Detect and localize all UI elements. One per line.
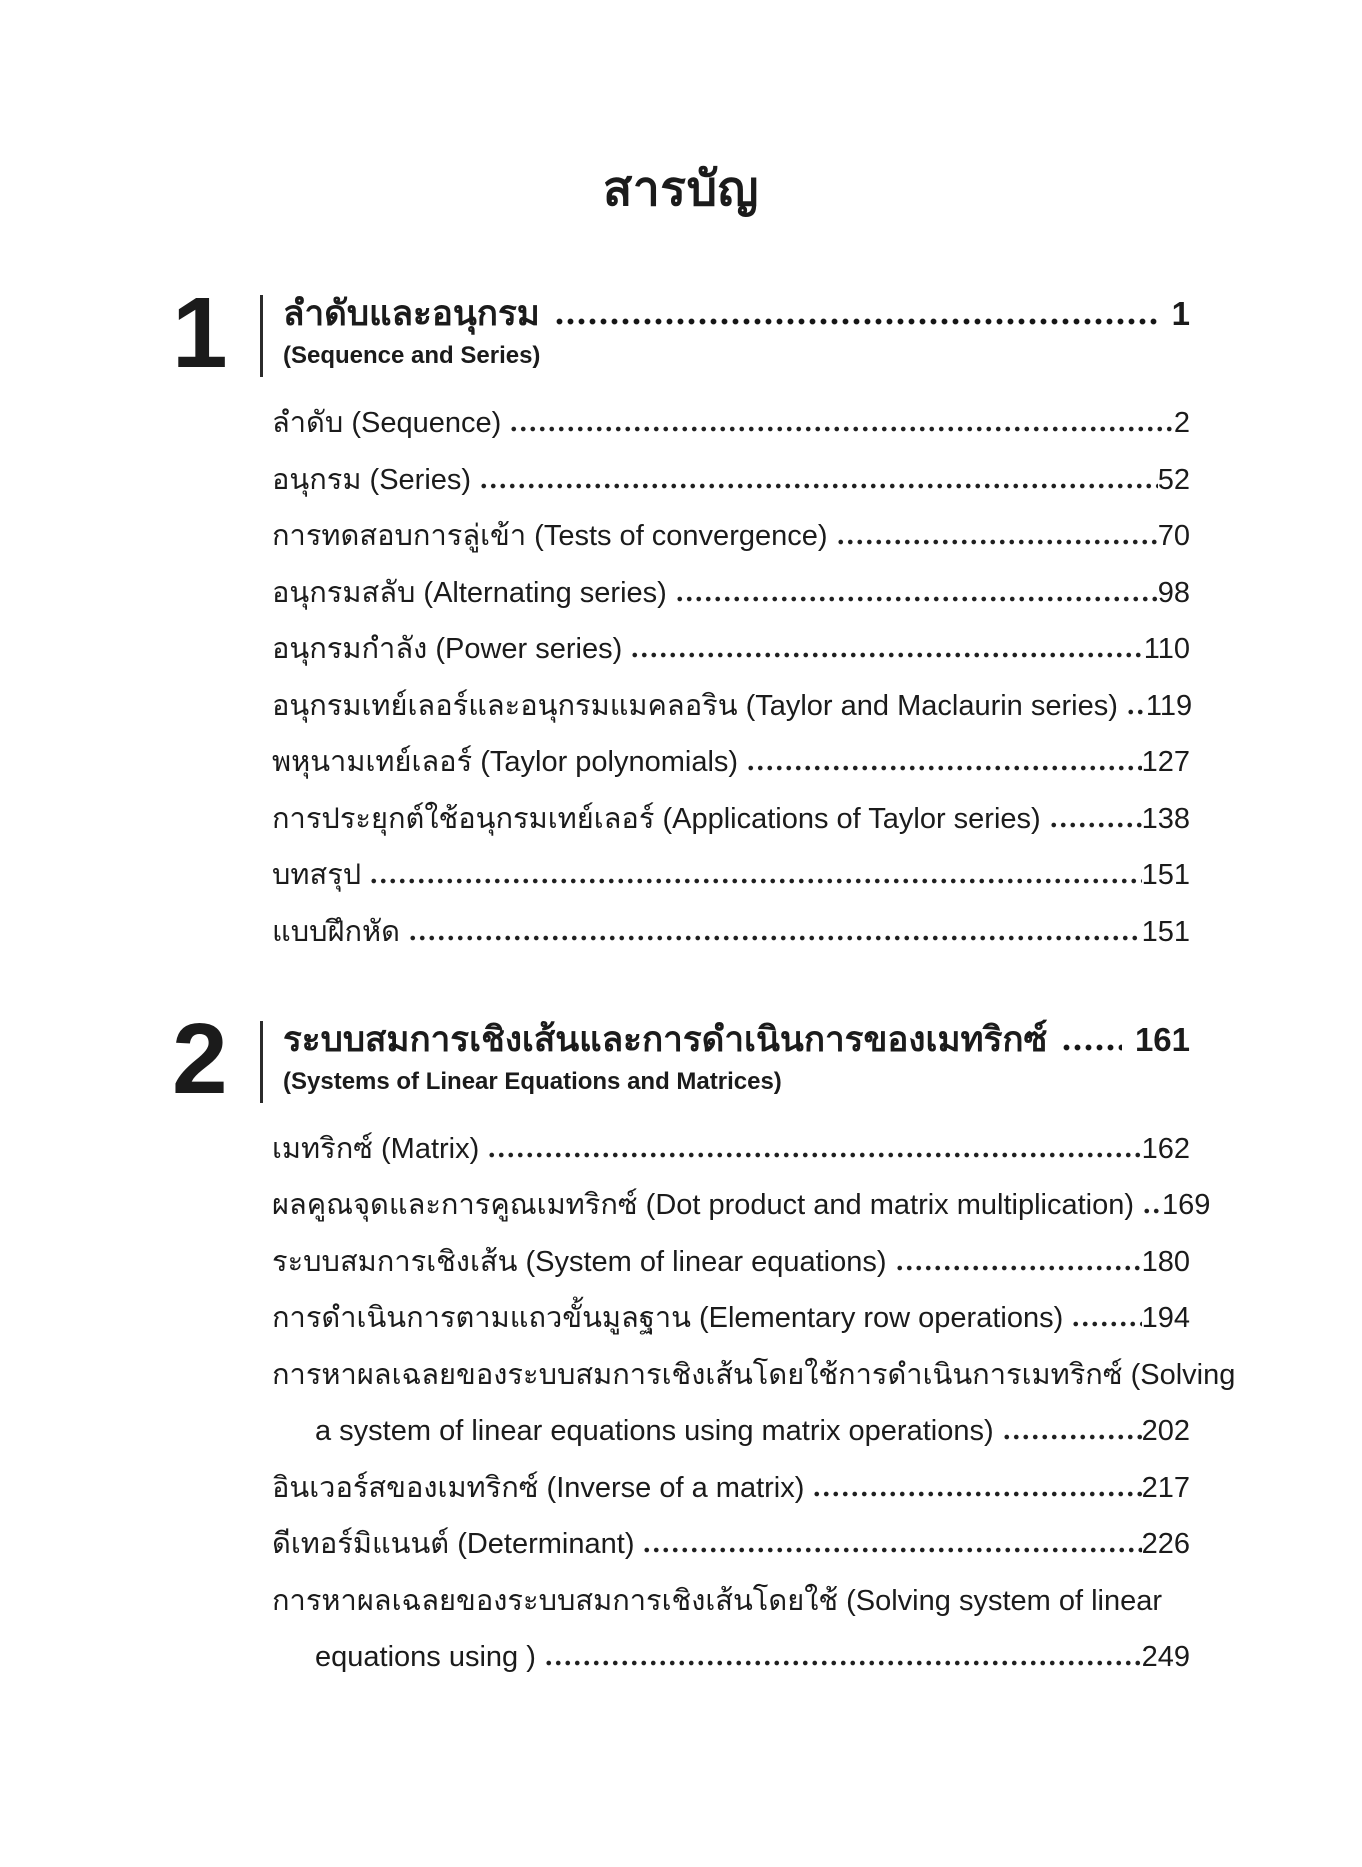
toc-entry-page: 127	[1141, 746, 1190, 778]
toc-entry-label: การทดสอบการลู่เข้า (Tests of convergence)	[272, 520, 828, 552]
toc-entry	[272, 799, 1190, 839]
toc-entry	[272, 1581, 1190, 1621]
toc-entry-page: 169	[1162, 1189, 1211, 1221]
toc-entry	[272, 742, 1190, 782]
section-list	[272, 1129, 1236, 1678]
toc-entry	[272, 403, 1190, 443]
toc-entry-label: a system of linear equations using matrix operations)	[315, 1415, 994, 1447]
toc-entry-label: อนุกรมเทย์เลอร์และอนุกรมแมคลอริน (Taylor and Maclaurin series)	[272, 689, 1118, 722]
toc-entry-page: 110	[1143, 633, 1190, 665]
toc-entry-label: การดำเนินการตามแถวขั้นมูลฐาน (Elementary row operations)	[272, 1302, 1064, 1334]
dot-leader	[487, 1152, 1141, 1158]
section-list	[272, 403, 1193, 952]
dot-leader	[544, 1660, 1142, 1666]
chapter-number: 2	[172, 1002, 226, 1115]
toc-entry-label: บทสรุป	[272, 859, 362, 891]
toc-entry	[272, 1355, 1236, 1395]
dot-leader	[812, 1491, 1141, 1497]
chapter-header	[150, 1002, 1190, 1115]
toc-entry-continuation	[272, 1411, 1190, 1451]
toc-entry	[272, 1298, 1190, 1338]
toc-entry-page: 119	[1145, 689, 1193, 722]
toc-entry	[272, 1242, 1190, 1282]
toc-entry-label: อนุกรม (Series)	[272, 463, 472, 496]
dot-leader	[675, 596, 1158, 602]
dot-leader	[369, 878, 1141, 884]
toc-entry-label: เมทริกซ์ (Matrix)	[272, 1132, 480, 1165]
chapter-block	[150, 277, 1193, 952]
chapter-title: ระบบสมการเชิงเส้นและการดำเนินการของเมทริกซ์	[283, 1019, 1048, 1059]
toc-entry	[272, 1129, 1190, 1169]
toc-entry-page: 151	[1141, 915, 1190, 948]
chapter-page-number: 1	[1171, 295, 1190, 332]
toc-entry-label: อินเวอร์สของเมทริกซ์ (Inverse of a matrix)	[272, 1471, 805, 1504]
toc-entry-label: ดีเทอร์มิแนนต์ (Determinant)	[272, 1528, 635, 1560]
toc-entry-page: 151	[1141, 859, 1190, 891]
dot-leader	[509, 426, 1174, 432]
chapter-header	[150, 277, 1190, 389]
toc-entry-label: อนุกรมสลับ (Alternating series)	[272, 576, 667, 609]
chapter-title: ลำดับและอนุกรม	[283, 294, 540, 333]
dot-leader	[630, 652, 1144, 658]
toc-entry-continuation	[272, 1637, 1190, 1677]
toc-entry-label: การหาผลเฉลยของระบบสมการเชิงเส้นโดยใช้ (Solving system of linear	[272, 1584, 1163, 1617]
toc-entry-label: ระบบสมการเชิงเส้น (System of linear equations)	[272, 1245, 887, 1278]
toc-entry	[272, 1185, 1211, 1225]
toc-entry	[272, 912, 1190, 952]
toc-entry-page: 180	[1141, 1245, 1190, 1278]
chapter-page-number: 161	[1134, 1020, 1190, 1058]
dot-leader	[1126, 709, 1146, 715]
chapter-subtitle: (Systems of Linear Equations and Matrices)	[283, 1067, 782, 1095]
dot-leader	[408, 935, 1142, 941]
toc-entry-label: อนุกรมกำลัง (Power series)	[272, 633, 623, 665]
dot-leader	[1002, 1434, 1142, 1440]
toc-entry-page: 194	[1141, 1302, 1190, 1334]
toc-entry-page: 217	[1141, 1471, 1190, 1504]
toc-entry-page: 70	[1157, 520, 1190, 552]
toc-entry	[272, 1468, 1190, 1508]
toc-entry-label: equations using )	[315, 1641, 536, 1673]
toc-entry-page: 226	[1141, 1528, 1190, 1560]
toc-entry-page: 162	[1141, 1132, 1190, 1165]
chapter-title-line	[283, 1018, 1190, 1062]
dot-leader	[1049, 822, 1142, 828]
dot-leader	[642, 1547, 1141, 1553]
toc-content	[150, 277, 1236, 1677]
toc-entry-label: ลำดับ (Sequence)	[272, 407, 502, 439]
dot-leader	[479, 483, 1158, 489]
toc-entry-page: 2	[1173, 407, 1190, 439]
dot-leader	[1142, 1208, 1162, 1214]
toc-entry-label: การหาผลเฉลยของระบบสมการเชิงเส้นโดยใช้การดำเนินการเมทริกซ์ (Solving	[272, 1358, 1236, 1391]
dot-leader	[554, 318, 1159, 325]
chapter-subtitle: (Sequence and Series)	[283, 342, 541, 369]
dot-leader	[895, 1265, 1142, 1271]
chapter-heading-text	[263, 292, 1190, 371]
dot-leader	[1071, 1321, 1141, 1327]
toc-entry-page: 249	[1141, 1641, 1190, 1673]
toc-entry	[272, 1524, 1190, 1564]
toc-entry-page: 98	[1157, 576, 1190, 609]
toc-entry-label: การประยุกต์ใช้อนุกรมเทย์เลอร์ (Applications of Taylor series)	[272, 802, 1041, 835]
dot-leader	[746, 765, 1142, 771]
chapter-heading-text	[263, 1018, 1190, 1097]
toc-entry	[272, 686, 1193, 726]
toc-entry-label: ผลคูณจุดและการคูณเมทริกซ์ (Dot product and matrix multiplication)	[272, 1189, 1135, 1221]
toc-entry	[272, 516, 1190, 556]
dot-leader	[1061, 1044, 1122, 1051]
page-title: สารบัญ	[603, 163, 759, 216]
toc-entry-label: พหุนามเทย์เลอร์ (Taylor polynomials)	[272, 746, 739, 778]
toc-entry	[272, 573, 1190, 613]
toc-entry	[272, 855, 1190, 895]
chapter-block	[150, 1002, 1236, 1678]
toc-entry-page: 202	[1141, 1415, 1190, 1447]
toc-entry-page: 52	[1157, 463, 1190, 496]
toc-entry	[272, 460, 1190, 500]
chapter-title-line	[283, 292, 1190, 336]
toc-entry-label: แบบฝึกหัด	[272, 915, 401, 948]
dot-leader	[836, 539, 1158, 545]
toc-entry-page: 138	[1141, 802, 1190, 835]
toc-entry	[272, 629, 1190, 669]
chapter-number: 1	[172, 277, 226, 389]
